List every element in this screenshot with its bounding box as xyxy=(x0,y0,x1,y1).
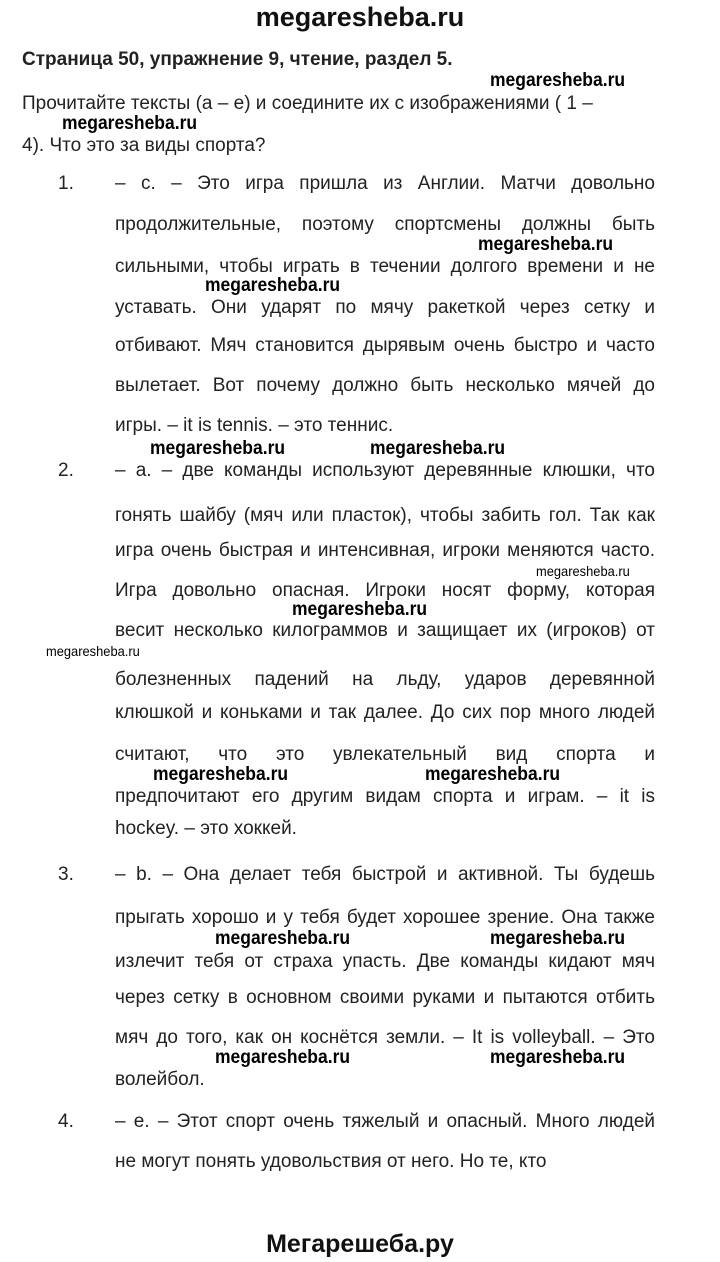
item-text-line: предпочитают его другим видам спорта и играм. – it is xyxy=(115,786,655,807)
item-text-line: – а. – две команды используют деревянные клюшки, что xyxy=(115,460,655,481)
intro-line-1: Прочитайте тексты (а – е) и соедините их с изображениями ( 1 – xyxy=(22,93,593,114)
watermark: megaresheba.ru xyxy=(215,1047,351,1068)
item-text-line: излечит тебя от страха упасть. Две команды кидают мяч xyxy=(115,951,655,972)
item-text-line: – b. – Она делает тебя быстрой и активной. Ты будешь xyxy=(115,864,655,885)
watermark: megaresheba.ru xyxy=(62,113,198,134)
item-text-line: уставать. Они ударят по мячу ракеткой через сетку и xyxy=(115,297,655,318)
item-number: 4. xyxy=(58,1111,74,1132)
item-text-line: болезненных падений на льду, ударов деревянной xyxy=(115,669,655,690)
item-number: 3. xyxy=(58,864,74,885)
watermark: megaresheba.ru xyxy=(370,438,506,459)
item-text-line: вылетает. Вот почему должно быть несколько мячей до xyxy=(115,375,655,396)
item-text-line: весит несколько килограммов и защищает их (игроков) от xyxy=(115,620,655,641)
watermark: megaresheba.ru xyxy=(205,275,341,296)
item-text-line: волейбол. xyxy=(115,1069,205,1090)
item-text-line: сильными, чтобы играть в течении долгого времени и не xyxy=(115,256,655,277)
item-text-line: – с. – Это игра пришла из Англии. Матчи довольно xyxy=(115,173,655,194)
page-title: Страница 50, упражнение 9, чтение, раздел 5. xyxy=(22,49,453,70)
watermark: megaresheba.ru xyxy=(46,643,140,659)
item-text-line: гонять шайбу (мяч или пласток), чтобы забить гол. Так как xyxy=(115,505,655,526)
item-text-line: Игра довольно опасная. Игроки носят форму, которая xyxy=(115,580,655,601)
item-number: 1. xyxy=(58,173,74,194)
watermark: megaresheba.ru xyxy=(153,764,289,785)
item-text-line: отбивают. Мяч становится дырявым очень быстро и часто xyxy=(115,335,655,356)
item-text-line: считают, что это увлекательный вид спорта и xyxy=(115,744,655,765)
intro-line-2: 4). Что это за виды спорта? xyxy=(22,135,266,156)
watermark: megaresheba.ru xyxy=(425,764,561,785)
watermark: megaresheba.ru xyxy=(292,599,428,620)
item-text-line: не могут понять удовольствия от него. Но те, кто xyxy=(115,1151,547,1172)
item-text-line: игра очень быстрая и интенсивная, игроки меняются часто. xyxy=(115,540,655,561)
site-footer: Мегарешеба.ру xyxy=(266,1230,454,1258)
item-text-line: продолжительные, поэтому спортсмены должны быть xyxy=(115,214,655,235)
watermark: megaresheba.ru xyxy=(150,438,286,459)
watermark: megaresheba.ru xyxy=(478,234,614,255)
watermark: megaresheba.ru xyxy=(490,1047,626,1068)
item-text-line: клюшкой и коньками и так далее. До сих пор много людей xyxy=(115,702,655,723)
watermark: megaresheba.ru xyxy=(490,70,626,91)
site-header: megaresheba.ru xyxy=(255,2,465,32)
item-text-line: прыгать хорошо и у тебя будет хорошее зрение. Она также xyxy=(115,907,655,928)
item-text-line: – е. – Этот спорт очень тяжелый и опасный. Много людей xyxy=(115,1111,655,1132)
watermark: megaresheba.ru xyxy=(215,928,351,949)
watermark: megaresheba.ru xyxy=(536,563,630,579)
item-text-line: через сетку в основном своими руками и пытаются отбить xyxy=(115,987,655,1008)
item-text-line: мяч до того, как он коснётся земли. – It is volleyball. – Это xyxy=(115,1027,655,1048)
item-text-line: игры. – it is tennis. – это теннис. xyxy=(115,415,394,436)
item-number: 2. xyxy=(58,460,74,481)
watermark: megaresheba.ru xyxy=(490,928,626,949)
item-text-line: hockey. – это хоккей. xyxy=(115,818,297,839)
